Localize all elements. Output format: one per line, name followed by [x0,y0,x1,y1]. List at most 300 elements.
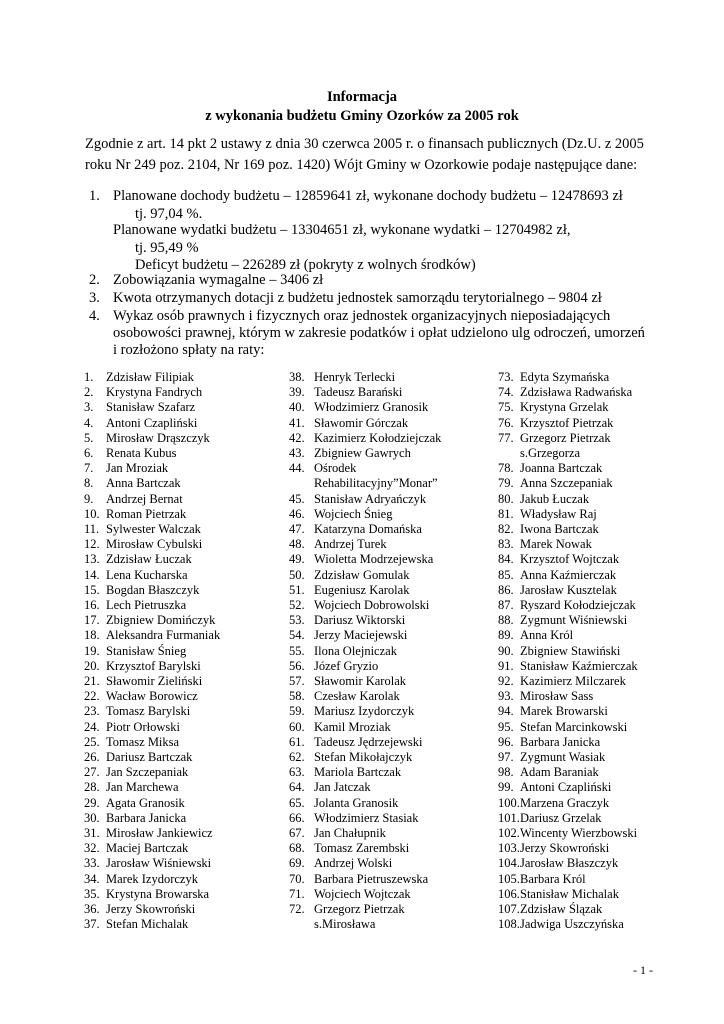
list-item-name: Renata Kubus [106,446,177,460]
list-item-name: Jan Mroziak [106,461,169,476]
list-item [289,780,371,795]
point-2-text: Zobowiązania wymagalne – 3406 zł [113,272,324,288]
list-item-number: 6. [84,446,94,460]
list-item-number: 93. [498,689,514,704]
list-item-number: 2. [84,385,94,400]
list-item-name: Kazimierz Kołodziejczak [314,430,442,445]
list-item [84,613,215,628]
list-item [498,568,616,583]
list-item [84,492,183,507]
list-item [84,659,201,674]
list-item-number: 29. [84,795,100,810]
list-item-number: 14. [84,567,100,582]
list-item-number: 12. [84,537,100,552]
list-item [289,476,438,491]
list-item-name: Dariusz Bartczak [106,750,193,764]
list-item-name: Sławomir Karolak [314,674,406,688]
list-item [84,917,188,932]
list-item-number: 62. [289,750,305,764]
list-item-name: Ośrodek [314,461,357,476]
list-item-number: 87. [498,598,514,612]
list-item-number: 55. [289,643,305,658]
list-item [498,613,627,628]
list-item-number: 94. [498,704,514,719]
list-item-number: 28. [84,780,100,795]
list-item [289,689,400,704]
list-item-number: 21. [84,674,100,688]
list-item [498,537,592,552]
list-item-number: 23. [84,704,100,719]
list-item-number: 47. [289,522,305,536]
list-item [498,476,613,491]
list-item-number: 51. [289,582,305,597]
list-item [84,689,198,704]
list-item-number: 80. [498,491,514,506]
list-item-number: 48. [289,537,305,552]
list-item-name: s.Grzegorza [520,446,581,460]
list-item-number: 84. [498,552,514,567]
list-item [498,689,593,704]
list-item [289,735,422,750]
list-item [289,765,401,780]
list-item-name: Zdzisław Gomulak [314,567,410,582]
list-item [498,856,618,871]
list-item [498,431,611,446]
list-item-number: 67. [289,826,305,840]
list-item-name: Mariola Bartczak [314,765,402,780]
list-item-number: 18. [84,628,100,643]
list-item-number: 3. [84,400,94,415]
list-item-number: 30. [84,810,100,825]
list-item-number: 1. [84,370,94,384]
list-item-number: 108. [498,917,520,932]
list-item-name: Stefan Mikołajczyk [314,750,413,764]
list-item [289,720,391,735]
list-item [498,796,609,811]
list-item-number: 39. [289,385,305,400]
list-item-number: 64. [289,780,305,795]
list-item [289,856,392,871]
point-4-line-2: osobowości prawnej, którym w zakresie podatków i opłat udzielono ulg odroczeń, umorzeń [113,325,645,341]
list-item [498,872,586,887]
list-item [84,887,209,902]
list-item-name: Zbigniew Stawiński [520,643,621,658]
list-item-name: Czesław Karolak [314,689,400,704]
list-item-name: Dariusz Wiktorski [314,613,406,628]
list-item [84,628,220,643]
list-item-number: 53. [289,613,305,628]
list-item [498,507,597,522]
list-item-number: 66. [289,810,305,825]
list-item-number: 103. [498,841,520,856]
list-item-number: 60. [289,719,305,734]
list-item-name: Zygmunt Wiśniewski [520,613,628,628]
list-item-number: 20. [84,658,100,673]
list-item [289,917,375,932]
list-item-number: 41. [289,415,305,430]
list-item-name: Lena Kucharska [106,567,188,582]
list-item [289,400,428,415]
list-item [84,476,181,491]
list-item-number: 24. [84,719,100,734]
list-item [498,522,599,537]
list-item-name: s.Mirosława [314,917,376,932]
list-item [84,856,211,871]
list-item-name: Włodzimierz Stasiak [314,810,419,825]
list-item-name: Barbara Pietruszewska [314,871,429,886]
list-item [289,568,409,583]
list-item-number: 92. [498,674,514,688]
list-item-name: Agata Granosik [106,795,185,810]
list-item-name: Jarosław Kusztelak [520,582,617,597]
list-item [498,704,608,719]
list-item-number: 74. [498,385,514,400]
list-item [498,780,611,795]
list-item [498,416,613,431]
list-item [84,507,186,522]
list-item [498,659,638,674]
list-item-number: 95. [498,719,514,734]
list-item [289,872,428,887]
list-item-number: 25. [84,734,100,749]
list-item-name: Jan Marchewa [106,780,179,795]
list-item-name: Adam Baraniak [520,765,599,780]
list-item [289,841,409,856]
list-item-name: Barbara Król [520,871,586,886]
list-item [84,400,195,415]
list-item-name: Grzegorz Pietrzak [314,902,405,916]
list-item [289,552,433,567]
list-item [498,887,619,902]
list-item-number: 37. [84,917,100,932]
list-item [498,461,602,476]
list-item-name: Włodzimierz Granosik [314,400,429,415]
list-item-name: Zygmunt Wasiak [520,750,606,764]
list-item-number: 22. [84,689,100,704]
list-item-name: Zdzisława Radwańska [520,385,633,400]
list-item-number: 106. [498,886,520,901]
list-item-number: 83. [498,537,514,552]
list-item [498,765,599,780]
list-item-name: Wojciech Śnieg [314,506,393,521]
list-item [289,902,405,917]
list-item [84,385,202,400]
list-item [498,902,602,917]
list-item-number: 99. [498,780,514,795]
list-item-name: Jerzy Skowroński [520,841,610,856]
list-item-number: 7. [84,461,94,476]
list-item-name: Mirosław Drąszczyk [106,430,210,445]
list-item [289,598,429,613]
list-item-number: 43. [289,446,305,460]
list-item [289,537,387,552]
list-item-name: Krzysztof Pietrzak [520,415,614,430]
list-item-name: Anna Bartczak [106,476,181,491]
list-item-number: 63. [289,765,305,780]
list-item-number: 5. [84,430,94,445]
list-item-number: 86. [498,582,514,597]
list-item-number: 8. [84,476,94,491]
list-item-name: Barbara Janicka [520,734,601,749]
list-item [498,674,626,689]
list-item [84,552,192,567]
list-item-number: 90. [498,643,514,658]
list-item-name: Stanisław Szafarz [106,400,196,415]
list-item-number: 88. [498,613,514,628]
list-item-name: Tomasz Miksa [106,734,180,749]
list-item [84,796,185,811]
list-item-name: Krzysztof Barylski [106,658,201,673]
list-item-name: Tomasz Zarembski [314,841,410,856]
list-item-name: Andrzej Bernat [106,491,183,506]
list-item-number: 72. [289,902,305,916]
list-item-number: 89. [498,628,514,643]
list-item [289,887,411,902]
list-item-name: Sławomir Zieliński [106,674,203,688]
list-item-number: 17. [84,613,100,628]
list-item-name: Zbigniew Gawrych [314,446,411,460]
list-item [289,461,356,476]
list-item-name: Zdzisław Filipiak [106,370,194,384]
list-item [498,644,620,659]
list-item-number: 19. [84,643,100,658]
list-item-name: Zbigniew Domińczyk [106,613,216,628]
list-item-name: Joanna Bartczak [520,461,603,476]
list-item [289,583,409,598]
list-item [84,598,186,613]
point-3-text: Kwota otrzymanych dotacji z budżetu jednostek samorządu terytorialnego – 9804 zł [113,290,602,306]
list-item-name: Marek Izydorczyk [106,871,198,886]
list-item [84,872,198,887]
list-item-number: 65. [289,795,305,810]
list-item [498,735,600,750]
list-item-name: Kazimierz Milczarek [520,674,626,688]
list-item-number: 98. [498,765,514,780]
list-item-number: 61. [289,734,305,749]
list-item-name: Piotr Orłowski [106,719,180,734]
page-number: - 1 - [633,963,653,977]
list-item-name: Jan Chałupnik [314,826,386,840]
list-item-number: 58. [289,689,305,704]
list-item-number: 85. [498,567,514,582]
list-item-name: Krzysztof Wojtczak [520,552,620,567]
list-item-name: Sławomir Górczak [314,415,409,430]
list-item-name: Kamil Mroziak [314,719,391,734]
point-1-number: 1. [89,188,100,204]
list-item-name: Andrzej Wolski [314,856,393,871]
document-title: Informacja [326,89,398,105]
list-item-number: 4. [84,415,94,430]
list-item-number: 10. [84,506,100,521]
list-item-number: 57. [289,674,305,688]
list-item [289,613,405,628]
list-item-name: Józef Gryzio [314,658,379,673]
list-item-name: Marek Browarski [520,704,608,719]
list-item-name: Mirosław Sass [520,689,594,704]
point-1-line-2: tj. 97,04 %. [135,206,203,222]
list-item-name: Wacław Borowicz [106,689,198,704]
list-item-number: 75. [498,400,514,415]
list-item-number: 100. [498,795,520,810]
list-item-number: 40. [289,400,305,415]
list-item [84,416,197,431]
list-item [84,765,188,780]
list-item-number: 35. [84,886,100,901]
list-item-name: Stanisław Kaźmierczak [520,658,638,673]
list-item-name: Bogdan Błaszczyk [106,582,200,597]
list-item-name: Aleksandra Furmaniak [106,628,221,643]
list-item [289,522,422,537]
list-item-name: Eugeniusz Karolak [314,582,410,597]
list-item-number: 36. [84,902,100,916]
list-item-name: Jan Szczepaniak [106,765,189,780]
list-item-number: 104. [498,856,520,871]
list-item-name: Henryk Terlecki [314,370,396,384]
list-item-name: Mariusz Izydorczyk [314,704,415,719]
list-item-number: 101. [498,810,520,825]
list-item [84,826,213,841]
list-item-name: Jarosław Błaszczyk [520,856,619,871]
list-item [84,537,202,552]
list-item-number: 77. [498,430,514,445]
list-item-number: 97. [498,750,514,764]
list-item-name: Jadwiga Uszczyńska [520,917,624,932]
list-item [84,720,180,735]
list-item-name: Tomasz Barylski [106,704,191,719]
point-4-line-1: Wykaz osób prawnych i fizycznych oraz jednostek organizacyjnych nieposiadających [113,308,611,324]
list-item-number: 31. [84,826,100,840]
list-item-name: Jerzy Maciejewski [314,628,408,643]
list-item-number: 56. [289,658,305,673]
list-item-name: Jan Jatczak [314,780,371,795]
list-item [289,385,402,400]
list-item-name: Tadeusz Jędrzejewski [314,734,423,749]
list-item [498,492,589,507]
list-item [498,841,609,856]
list-item-name: Katarzyna Domańska [314,522,422,536]
list-item-name: Tadeusz Barański [314,385,403,400]
list-item [289,796,398,811]
list-item-number: 71. [289,886,305,901]
list-item [289,674,406,689]
list-item-name: Mirosław Cybulski [106,537,203,552]
list-item [498,552,619,567]
list-item-name: Stanisław Adryańczyk [314,491,427,506]
list-item-number: 54. [289,628,305,643]
list-item-name: Iwona Bartczak [520,522,599,536]
point-4-number: 4. [89,308,100,324]
list-item [498,583,617,598]
list-item-number: 73. [498,370,514,384]
list-item-name: Roman Pietrzak [106,506,187,521]
list-item [498,750,605,765]
list-item-number: 50. [289,567,305,582]
list-item [289,704,414,719]
list-item [84,644,186,659]
list-item-number: 11. [84,522,100,536]
list-item [289,446,411,461]
list-item-name: Barbara Janicka [106,810,187,825]
list-item [498,385,632,400]
list-item [84,780,179,795]
list-item [498,370,609,385]
list-item-name: Sylwester Walczak [106,522,201,536]
list-item-number: 70. [289,871,305,886]
list-item [498,628,573,643]
list-item [498,826,637,841]
list-item [84,674,202,689]
list-item-number: 13. [84,552,100,567]
list-item-number: 42. [289,430,305,445]
list-item-name: Stefan Marcinkowski [520,719,628,734]
list-item-number: 76. [498,415,514,430]
list-item [498,446,580,461]
list-item [84,568,188,583]
point-1-line-4: tj. 95,49 % [135,240,199,256]
list-item-name: Zdzisław Ślązak [520,902,603,916]
list-item [289,659,378,674]
point-3-number: 3. [89,290,100,306]
list-item-name: Grzegorz Pietrzak [520,430,611,445]
list-item-name: Wioletta Modrzejewska [314,552,434,567]
list-item [84,583,199,598]
list-item [84,841,188,856]
list-item-number: 59. [289,704,305,719]
list-item-name: Wincenty Wierzbowski [520,826,638,840]
list-item [84,902,195,917]
list-item-name: Rehabilitacyjny”Monar” [314,476,438,491]
list-item-name: Marzena Graczyk [520,795,610,810]
list-item-number: 38. [289,370,305,384]
list-item [84,750,192,765]
list-item [498,917,624,932]
list-item [498,400,609,415]
list-item [84,431,210,446]
list-item-number: 52. [289,598,305,612]
list-item-number: 46. [289,506,305,521]
list-item-name: Jerzy Skowroński [106,902,196,916]
list-item [498,811,602,826]
point-1-line-3: Planowane wydatki budżetu – 13304651 zł, wykonane wydatki – 12704982 zł, [113,222,571,238]
list-item-name: Krystyna Grzelak [520,400,609,415]
list-item-name: Marek Nowak [520,537,592,552]
point-1-line-1: Planowane dochody budżetu – 12859641 zł, wykonane dochody budżetu – 12478693 zł [113,188,623,204]
list-item-name: Stefan Michalak [106,917,189,932]
document-subtitle: z wykonania budżetu Gminy Ozorków za 2005 rok [205,108,519,124]
list-item-number: 102. [498,826,520,840]
list-item [84,704,190,719]
list-item-number: 78. [498,461,514,476]
list-item-number: 26. [84,750,100,764]
list-item-number: 44. [289,461,305,476]
list-item-name: Władysław Raj [520,506,597,521]
list-item-name: Jarosław Wiśniewski [106,856,212,871]
list-item-name: Stanisław Michalak [520,886,619,901]
list-item [84,370,194,385]
list-item-number: 68. [289,841,305,856]
list-item-number: 82. [498,522,514,536]
list-item-number: 69. [289,856,305,871]
list-item-number: 15. [84,582,100,597]
list-item-name: Lech Pietruszka [106,598,187,612]
list-item-name: Jakub Łuczak [520,491,590,506]
list-item-name: Maciej Bartczak [106,841,189,856]
list-item-number: 105. [498,871,520,886]
list-item-name: Wojciech Wojtczak [314,886,411,901]
list-item-name: Anna Kaźmierczak [520,567,617,582]
list-item-number: 34. [84,871,100,886]
intro-paragraph: Zgodnie z art. 14 pkt 2 ustawy z dnia 30 czerwca 2005 r. o finansach publicznych (Dz.U. z 2005 roku Nr 249 poz. 2104, Nr 169 poz. 1420) Wójt Gminy w Ozorkowie podaje następujące dane: [85,136,644,173]
